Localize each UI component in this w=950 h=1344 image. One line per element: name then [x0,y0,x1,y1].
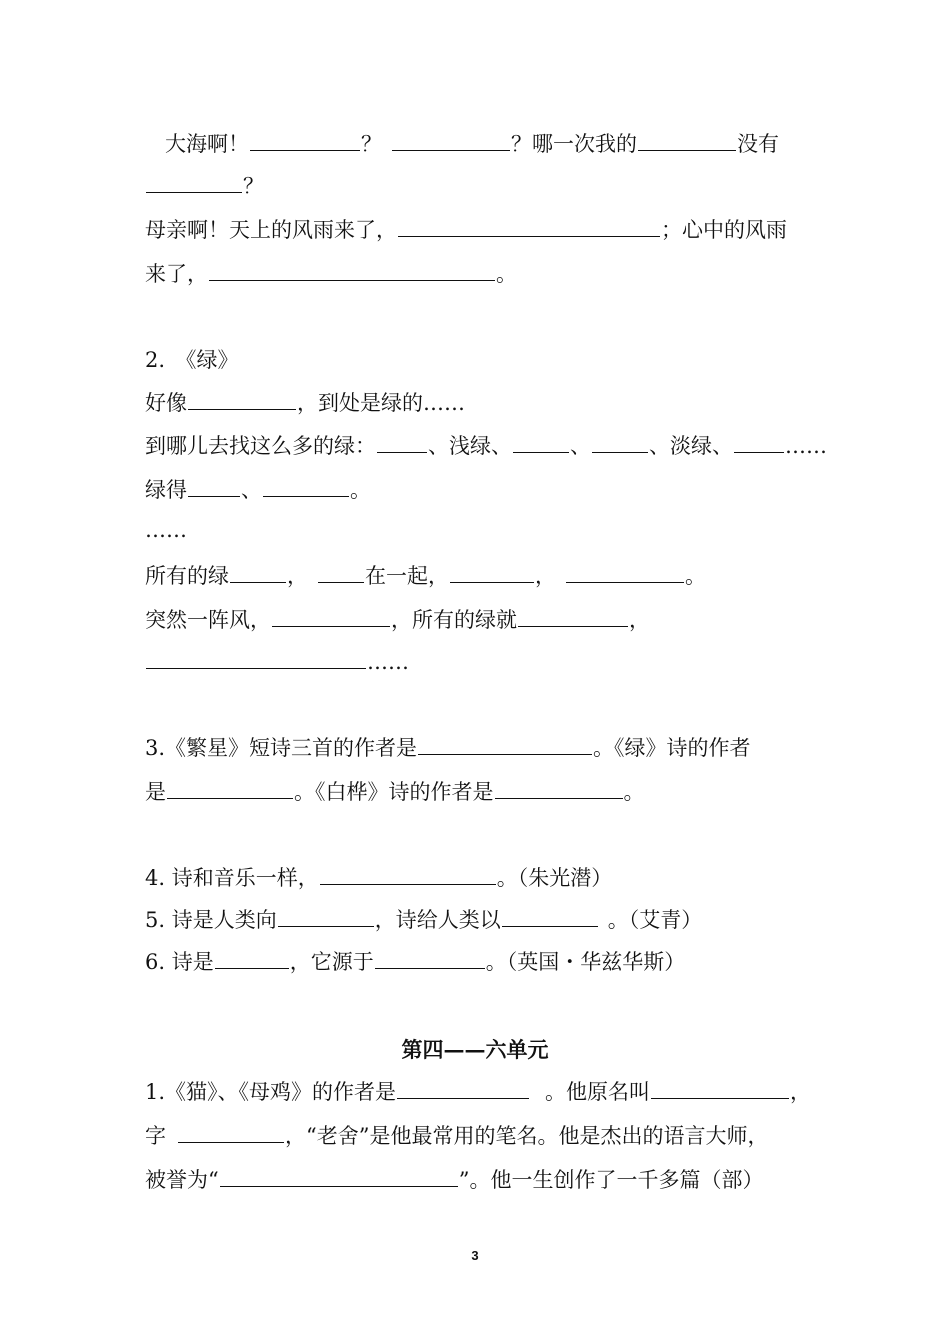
green-line-7 [145,648,409,676]
blank[interactable] [495,778,623,799]
text: …… [785,434,827,458]
text: 6. 诗是 [145,950,214,974]
text: 是 [145,780,166,804]
laoshe-line-1 [145,1078,811,1106]
sea-line-1 [165,130,779,158]
text: 字 [145,1124,166,1148]
blank[interactable] [392,130,510,151]
text: 、淡绿、 [649,434,733,458]
authors-line-2 [145,778,645,806]
blank[interactable] [250,130,360,151]
blank[interactable] [651,1078,789,1099]
blank[interactable] [398,216,660,237]
text: 到哪儿去找这么多的绿： [145,434,376,458]
green-line-3 [145,476,371,504]
text: 。 [350,478,371,502]
blank[interactable] [167,778,293,799]
blank[interactable] [320,864,496,885]
text: 没有 [737,132,779,156]
green-title: 2. 《绿》 [145,348,239,372]
text: 3.《繁星》短诗三首的作者是 [145,736,418,760]
text: 。 [685,564,706,588]
blank[interactable] [188,389,296,410]
text: 、 [241,478,262,502]
text: 。《绿》诗的作者 [593,736,751,760]
text: 在一起， [365,564,449,588]
laoshe-line-2 [145,1122,768,1150]
text: 。（英国・华兹华斯） [485,950,686,974]
text: 。 [496,262,517,286]
text: 大海啊！ [165,132,249,156]
text: 1.《猫》、《母鸡》的作者是 [145,1080,397,1104]
blank[interactable] [377,432,427,453]
blank[interactable] [318,562,364,583]
blank[interactable] [209,260,495,281]
text: ，它源于 [289,950,374,974]
blank[interactable] [146,172,242,193]
text: ，诗给人类以 [374,908,501,932]
text: ”。他一生创作了一千多篇（部） [458,1168,764,1192]
blank[interactable] [215,948,289,969]
blank[interactable] [263,476,349,497]
page-number: 3 [471,1248,479,1263]
quote-4 [145,864,612,892]
blank[interactable] [418,734,592,755]
text: 好像 [145,391,187,415]
blank[interactable] [397,1078,529,1099]
blank[interactable] [450,562,534,583]
quote-5 [145,906,702,934]
text: ；心中的风雨 [661,218,787,242]
blank[interactable] [375,948,485,969]
text: 、浅绿、 [428,434,512,458]
blank[interactable] [592,432,648,453]
text: 。他原名叫 [545,1080,651,1104]
text: 。 [623,780,645,804]
blank[interactable] [188,476,240,497]
blank[interactable] [518,606,628,627]
blank[interactable] [278,906,374,927]
text: 。（朱光潜） [496,866,613,890]
sea-line-2 [145,172,264,200]
green-line-6 [145,606,650,634]
text: ，所有的绿就 [391,608,517,632]
text: ， [790,1080,812,1104]
text: ？ [361,132,382,156]
text: 。《白桦》诗的作者是 [294,780,494,804]
text: 。（艾青） [607,908,703,932]
text: 被誉为“ [145,1168,219,1192]
text: 母亲啊！天上的风雨来了， [145,218,397,242]
text: ， [287,564,308,588]
green-line-1 [145,389,465,417]
unit-heading: 第四——六单元 [401,1037,549,1062]
blank[interactable] [178,1122,284,1143]
quote-6 [145,948,685,976]
text: 、 [570,434,591,458]
authors-line-1 [145,734,751,762]
blank[interactable] [272,606,390,627]
green-line-4: …… [145,518,187,542]
green-line-2 [145,432,827,460]
text: ？ [243,174,264,198]
blank[interactable] [734,432,784,453]
text: 所有的绿 [145,564,229,588]
text: ， [629,608,650,632]
blank[interactable] [230,562,286,583]
blank[interactable] [513,432,569,453]
text: 绿得 [145,478,187,502]
blank[interactable] [146,648,366,669]
sea-line-4 [145,260,517,288]
green-line-5 [145,562,706,590]
laoshe-line-3 [145,1166,764,1194]
text: 突然一阵风， [145,608,271,632]
blank[interactable] [638,130,736,151]
text: ， [535,564,556,588]
sea-line-3 [145,216,787,244]
blank[interactable] [566,562,684,583]
blank[interactable] [220,1166,458,1187]
text: ？哪一次我的 [511,132,637,156]
text: 来了， [145,262,208,286]
text: …… [367,650,409,674]
blank[interactable] [502,906,598,927]
text: 5. 诗是人类向 [145,908,277,932]
text: ，到处是绿的…… [297,391,465,415]
text: 4. 诗和音乐一样， [145,866,319,890]
text: ，“老舍”是他最常用的笔名。他是杰出的语言大师， [285,1124,769,1148]
